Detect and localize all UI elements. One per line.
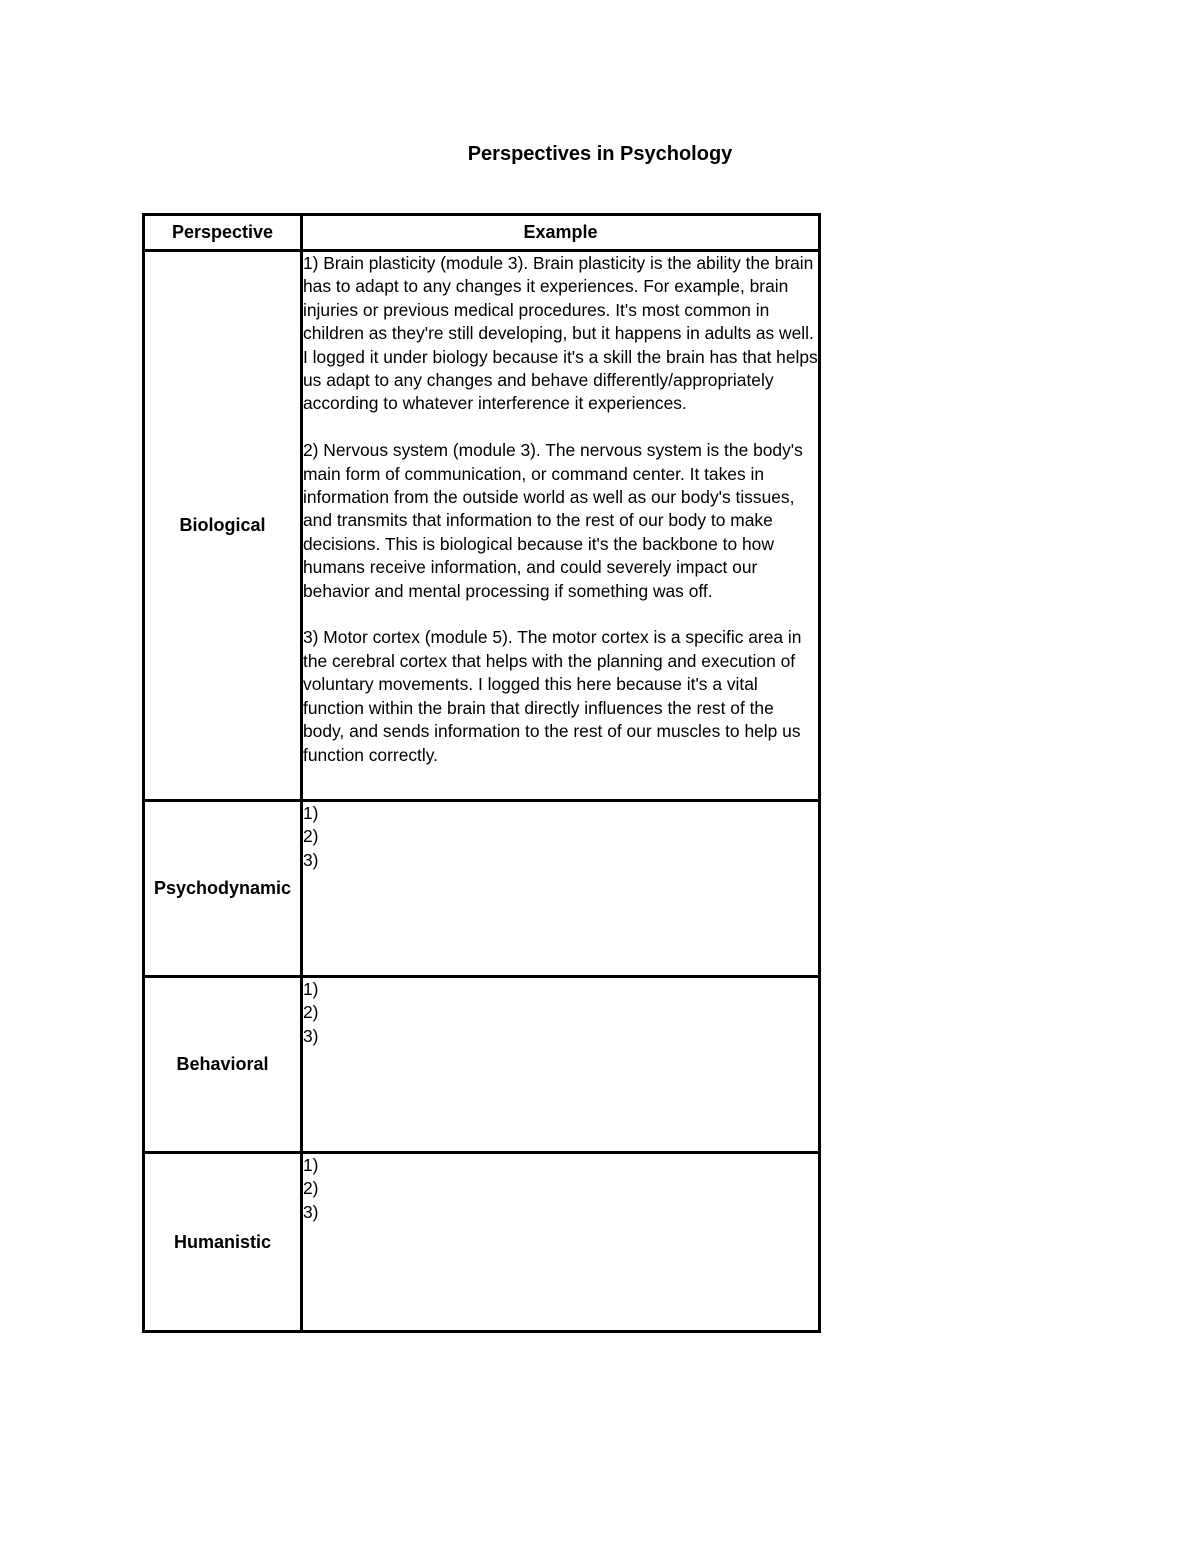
example-item: 2) Nervous system (module 3). The nervous system is the body's main form of communication, or command center. It takes in information from the outside world as well as our body's tissues, and transmits that information to the rest of our body to make decisions. This is biological because it's the backbone to how humans receive information, and could severely impact our behavior and mental processing if something was off. (303, 440, 803, 601)
example-item: 1) (303, 1155, 319, 1175)
example-item: 3) (303, 1201, 319, 1222)
table-row-behavioral (144, 977, 820, 1153)
perspective-label: Biological (144, 251, 302, 801)
example-item: 3) (303, 849, 319, 870)
example-item: 3) (303, 1025, 319, 1046)
example-item: 1) (303, 979, 319, 999)
table-row-psychodynamic (144, 801, 820, 977)
header-example: Example (302, 215, 820, 251)
example-item: 2) (303, 1178, 319, 1199)
example-cell (302, 977, 820, 1153)
example-item: 2) (303, 1002, 319, 1023)
example-item: 1) (303, 803, 319, 823)
example-item: 2) (303, 826, 319, 847)
table-row-humanistic (144, 1153, 820, 1332)
perspective-label: Psychodynamic (144, 801, 302, 977)
perspectives-table (142, 213, 821, 1333)
example-cell (302, 1153, 820, 1332)
table-row-biological (144, 251, 820, 801)
example-cell (302, 251, 820, 801)
example-cell (302, 801, 820, 977)
example-item: 3) Motor cortex (module 5). The motor cortex is a specific area in the cerebral cortex that helps with the planning and execution of voluntary movements. I logged this here because it's a vital function within the brain that directly influences the rest of the body, and sends information to the rest of our muscles to help us function correctly. (303, 627, 802, 765)
perspective-label: Humanistic (144, 1153, 302, 1332)
table-header-row (144, 215, 820, 251)
example-item: 1) Brain plasticity (module 3). Brain plasticity is the ability the brain has to adapt to any changes it experiences. For example, brain injuries or previous medical procedures. It's most common in children as they're still developing, but it happens in adults as well. I logged it under biology because it's a skill the brain has that helps us adapt to any changes and behave differently/appropriately according to whatever interference it experiences. (303, 253, 818, 414)
header-perspective: Perspective (144, 215, 302, 251)
perspective-label: Behavioral (144, 977, 302, 1153)
document-title: Perspectives in Psychology (467, 143, 733, 165)
